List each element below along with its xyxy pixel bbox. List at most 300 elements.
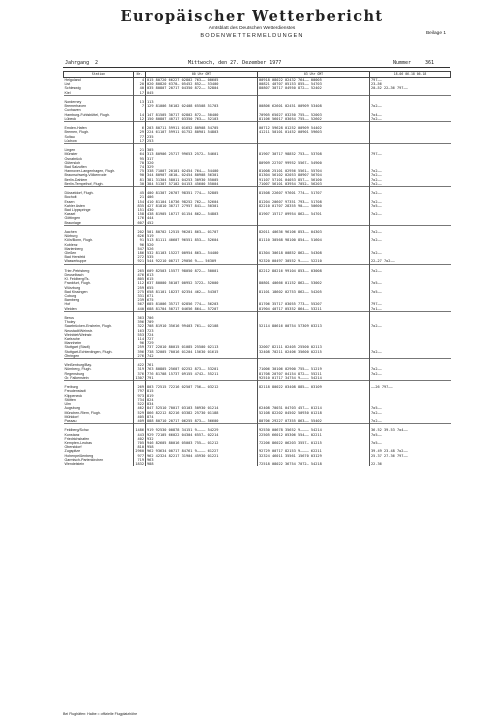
station-height: 13: [134, 100, 146, 104]
obs-03-gmt: 81106 56017 03054 755—— 52602: [258, 117, 370, 122]
obs-00-gmt: 946 82605 80016 05003 755—— 01212: [146, 441, 258, 445]
extremes: 7o2——: [371, 104, 382, 109]
station-name: Göttingen: [64, 216, 134, 220]
extremes: 7o2——: [371, 181, 382, 186]
station-height: 202: [134, 230, 146, 234]
station-height: 20: [134, 82, 146, 86]
obs-03-gmt: 52108 82202 04502 50930 01218: [258, 411, 370, 415]
station-name: Kl. Feldberg/Ts.: [64, 277, 134, 281]
station-name: Köln/Bonn, Flugh.: [64, 238, 134, 242]
obs-03-gmt: 81904 40717 05352 864—— 53211: [258, 307, 370, 312]
obs-00-gmt: 688 81704 50717 04656 864—— 57207: [146, 307, 258, 312]
station-height: 90: [134, 173, 146, 177]
obs-00-gmt: 129 81006 56102 02408 65508 51703: [146, 104, 258, 108]
station-name: Bad Salzuflen: [64, 165, 134, 169]
station-name: Bad Kissingen: [64, 290, 134, 294]
station-name: Hannover-Langenhagen, Flugh.: [64, 169, 134, 173]
station-height: 96: [134, 341, 146, 345]
station-height: 319: [134, 367, 146, 371]
obs-03-gmt: 81508 22607 97601 774—— 51707: [258, 191, 370, 195]
obs-03-gmt: 32324 46011 35561 15670 03129: [258, 454, 370, 458]
obs-00-gmt: 427 81810 30717 27957 841—— 50301: [146, 204, 258, 208]
obs-00-gmt: 742: [146, 354, 258, 359]
column-header-c2: 06-18: [405, 72, 415, 76]
extremes: 7o2——: [371, 367, 382, 372]
station-height: 977: [134, 454, 146, 458]
station-height: 95: [134, 157, 146, 161]
station-height: 21: [134, 195, 146, 199]
extremes: 7o5——: [371, 406, 382, 411]
station-height: 112: [134, 281, 146, 285]
obs-00-gmt: 501 80702 12515 96201 863—— 01707: [146, 230, 258, 234]
extremes: 7o2——: [371, 410, 382, 415]
station-height: 30: [134, 182, 146, 187]
obs-00-gmt: 709: [146, 320, 258, 324]
station-height: 96: [134, 243, 146, 247]
obs-00-gmt: 344 80907 4610— 02454 80908 56301: [146, 173, 258, 177]
extremes: 797——: [371, 78, 382, 82]
station-name: Coburg: [64, 294, 134, 298]
station-height: 259: [134, 345, 146, 349]
obs-00-gmt: 803 72515 72216 02507 756—— 03212: [146, 385, 258, 389]
station-name: Mannheim: [64, 341, 134, 345]
obs-00-gmt: 147 81505 30717 02802 872—— 50400: [146, 113, 258, 117]
station-height: 1832: [135, 461, 144, 466]
station-name: Berus: [64, 316, 134, 320]
obs-00-gmt: 815: [146, 389, 258, 393]
obs-00-gmt: 637 80000 50107 00952 3722— 52000: [146, 281, 258, 285]
station-name: Hamburg-Fuhlsbüttel, Flugh.: [64, 113, 134, 117]
station-name: Kassel: [64, 212, 134, 216]
station-name: Aachen: [64, 230, 134, 234]
station-name: Soltau: [64, 135, 134, 139]
obs-03-gmt: 71007 56101 03954 7052— 56203: [258, 182, 370, 187]
station-name: Freudenstadt: [64, 389, 134, 393]
station-name: Zugspitze: [64, 449, 134, 453]
obs-03-gmt: 81101 18602 02753 862—— 54205: [258, 290, 370, 294]
station-height: 522: [134, 402, 146, 406]
station-name: Lübeck: [64, 117, 134, 122]
obs-00-gmt: 962 93634 00717 84761 9———— 61227: [146, 449, 258, 453]
obs-00-gmt: 406: [146, 195, 258, 199]
extremes: 797——: [371, 152, 382, 157]
extremes: 7o2——: [371, 238, 382, 243]
station-height: 276: [134, 354, 146, 359]
station-name: Weinbiet/Weinstr.: [64, 333, 134, 337]
extremes: 7o5——: [371, 281, 382, 286]
extremes: 25-37 27-36 797——: [371, 453, 408, 458]
station-height: 269: [134, 385, 146, 389]
obs-00-gmt: 035 80807 20717 04350 872—— 52804: [146, 86, 258, 90]
station-height: 626: [134, 234, 146, 238]
obs-00-gmt: 874: [146, 415, 258, 419]
station-height: 70: [134, 161, 146, 165]
column-header-obs1: 00 Uhr GMT: [146, 72, 258, 78]
obs-00-gmt: 150 80807 40717 03350 763—— 52103: [146, 117, 258, 122]
station-height: 163: [134, 329, 146, 333]
station-height: 810: [134, 445, 146, 449]
station-name: Bad Hersfeld: [64, 255, 134, 259]
obs-03-gmt: 81304 56102 02053 80907 56704: [258, 173, 370, 177]
obs-00-gmt: 338 71007 20101 02454 764—— 54400: [146, 169, 258, 173]
station-height: 259: [134, 286, 146, 290]
column-header-station: Station: [64, 72, 134, 78]
page-subtitle: Amtsblatt des Deutschen Wetterdienstes: [208, 26, 296, 31]
obs-03-gmt: 81708 20707 04154 872—— 55211: [258, 372, 370, 376]
obs-03-gmt: 81204 20607 97351 793—— 51708: [258, 200, 370, 204]
station-height: 705: [134, 441, 146, 445]
station-height: 45: [134, 191, 146, 195]
extremes: 7o5——: [371, 203, 382, 208]
obs-03-gmt: 52114 80616 00754 57309 03213: [258, 324, 370, 328]
obs-03-gmt: 41211 50101 01452 00901 59603: [258, 130, 370, 134]
obs-00-gmt: 609 82503 15577 98050 872—— 50001: [146, 269, 258, 273]
extremes: 22—27 7o2——: [371, 259, 395, 264]
station-height: 734: [134, 398, 146, 402]
station-name: Weißenburg/Bay.: [64, 363, 134, 367]
extremes: 7o2——: [371, 177, 382, 182]
obs-00-gmt: 613: [146, 273, 258, 277]
station-name: Deuselbach: [64, 273, 134, 277]
station-height: 797: [134, 389, 146, 393]
station-height: 176: [134, 216, 146, 220]
station-name: Düsseldorf, Flugh.: [64, 191, 134, 195]
station-name: Tholey: [64, 320, 134, 324]
station-height: 396: [134, 320, 146, 324]
station-height: 405: [134, 415, 146, 419]
station-height: 973: [134, 394, 146, 398]
station-height: 75: [134, 169, 146, 173]
station-name: Gütersloh: [64, 161, 134, 165]
obs-00-gmt: 203 80711 59911 01652 80908 54705: [146, 126, 258, 130]
station-height: 1486: [135, 428, 144, 433]
obs-00-gmt: 320: [146, 161, 258, 165]
table-row: [64, 462, 451, 466]
obs-03-gmt: 32007 82111 02405 25500 02113: [258, 345, 370, 349]
station-height: 363: [134, 316, 146, 320]
station-height: 158: [134, 212, 146, 216]
station-height: 151: [134, 208, 146, 212]
obs-00-gmt: 727: [146, 337, 258, 341]
station-name: Berlin-Dahlem: [64, 178, 134, 182]
station-height: 74: [134, 165, 146, 169]
issue-info-bar: [63, 59, 450, 68]
obs-03-gmt: 22505 66012 05306 554—— 02211: [258, 433, 370, 437]
obs-00-gmt: 761: [146, 363, 258, 367]
obs-00-gmt: 305: [146, 148, 258, 152]
station-name: Nürnberg, Flugh.: [64, 367, 134, 371]
obs-00-gmt: 224 61107 59911 01752 80901 54803: [146, 130, 258, 134]
station-name: Gr. Falkenstein: [64, 376, 134, 381]
station-name: Augsburg: [64, 406, 134, 410]
obs-03-gmt: 72518 08022 36754 7072— 54218: [258, 462, 370, 466]
station-name: Kahler Asten: [64, 204, 134, 208]
extremes: 22-36: [371, 461, 382, 466]
obs-00-gmt: 675: [146, 298, 258, 302]
obs-00-gmt: 706: [146, 316, 258, 320]
obs-00-gmt: 329: [146, 165, 258, 169]
station-height: 14: [134, 113, 146, 117]
station-height: 805: [134, 277, 146, 281]
station-name: Mühldorf: [64, 415, 134, 419]
station-name: Hof: [64, 302, 134, 306]
station-name: Garmisch-Partenkirchen: [64, 458, 134, 462]
station-height: 265: [134, 269, 146, 273]
station-name: Münster: [64, 152, 134, 156]
obs-03-gmt: 82118 80022 03408 885—— 03109: [258, 385, 370, 389]
station-height: 553: [134, 333, 146, 337]
obs-03-gmt: 81110 30568 98100 854—— 51604: [258, 238, 370, 242]
supplement-label: Beilage 1: [425, 31, 446, 36]
obs-00-gmt: 535: [146, 255, 258, 259]
obs-03-gmt: 80706 29227 07355 863—— 55402: [258, 419, 370, 424]
obs-03-gmt: 00712 59628 01252 00909 54402: [258, 126, 370, 130]
station-height: 81: [134, 178, 146, 182]
station-name: Koblenz: [64, 243, 134, 247]
station-name: Bocholt: [64, 195, 134, 199]
station-name: Klippeneck: [64, 394, 134, 398]
station-name: Essen: [64, 200, 134, 204]
station-name: List: [64, 82, 134, 86]
station-name: Lingen: [64, 148, 134, 152]
obs-00-gmt: 410 81104 10736 98252 762—— 52604: [146, 200, 258, 204]
extremes: 7o2——: [371, 169, 382, 174]
obs-03-gmt: 81706 35717 03055 773—— 55207: [258, 302, 370, 306]
column-header-c3: 06-18: [416, 72, 427, 76]
obs-03-gmt: 72206 86022 06203 3557— 01215: [258, 441, 370, 445]
obs-00-gmt: 513 81111 40607 96551 853—— 52604: [146, 238, 258, 242]
page-title: Europäischer Wetterbericht: [120, 8, 384, 25]
obs-00-gmt: 438 81905 10717 01154 862—— 54803: [146, 212, 258, 216]
station-name: Saarbrücken-Ensheim, Flugh.: [64, 324, 134, 328]
station-height: 17: [134, 91, 146, 96]
station-height: 476: [134, 273, 146, 277]
extremes: ——26 797——: [371, 385, 393, 390]
extremes: 7o2——: [371, 199, 382, 204]
station-name: Stuttgart-Echterdingen, Flugh.: [64, 350, 134, 354]
station-height: 547: [134, 247, 146, 251]
station-height: 4: [134, 78, 146, 83]
obs-03-gmt: 81907 30717 98852 753—— 53708: [258, 152, 370, 156]
obs-03-gmt: 80807 30717 04950 872—— 52402: [258, 86, 370, 90]
station-height: 1307: [135, 375, 144, 380]
obs-00-gmt: 724: [146, 333, 258, 337]
extremes: 7o2——: [371, 212, 382, 217]
extremes: 797——: [371, 302, 382, 307]
obs-03-gmt: 71006 30106 02900 755—— 51219: [258, 367, 370, 371]
obs-00-gmt: 658 81101 18237 02354 462—— 54307: [146, 290, 258, 294]
station-name: Bremen, Flugh.: [64, 130, 134, 134]
extremes: 7o2——: [371, 230, 382, 235]
extremes: 39-49 23-48 7o2——: [371, 449, 408, 454]
station-name: Gießen: [64, 251, 134, 255]
obs-03-gmt: 81907 15717 09954 862—— 54701: [258, 212, 370, 216]
station-height: 835: [134, 204, 146, 208]
station-height: 462: [134, 406, 146, 410]
station-name: Passau: [64, 419, 134, 424]
obs-03-gmt: 82011 40636 96106 853—— 04303: [258, 230, 370, 234]
extremes: 7o2——: [371, 371, 382, 376]
column-header-nr: Nr.: [134, 72, 146, 78]
obs-00-gmt: 113: [146, 100, 258, 104]
obs-00-gmt: 615: [146, 277, 258, 281]
station-name: Cuxhaven: [64, 108, 134, 112]
obs-03-gmt: 81304 30618 00852 862—— 54308: [258, 251, 370, 255]
obs-00-gmt: 919 92530 00878 34151 9———— 54229: [146, 428, 258, 432]
table-body: [64, 78, 451, 467]
station-height: 91: [134, 238, 146, 242]
station-name: Regensburg: [64, 372, 134, 376]
obs-00-gmt: 723: [146, 329, 258, 333]
obs-00-gmt: 253: [146, 139, 258, 144]
station-name: Marienberg: [64, 247, 134, 251]
station-height: 440: [134, 307, 146, 312]
station-name: Nürburg: [64, 234, 134, 238]
station-height: 275: [134, 290, 146, 294]
column-header-obs2: 03 Uhr GMT: [258, 72, 370, 78]
station-name: Braunschweig-Völkenrode: [64, 173, 134, 177]
obs-00-gmt: 958: [146, 445, 258, 449]
weather-table: [63, 71, 451, 466]
obs-03-gmt: 00821 40707 05153 855—— 54703: [258, 82, 370, 86]
obs-00-gmt: 929 72105 66022 04304 6557— 02214: [146, 433, 258, 437]
obs-00-gmt: 400 81307 20707 98351 774—— 52805: [146, 191, 258, 195]
station-height: 12: [134, 117, 146, 122]
extremes: 7o2——: [371, 251, 382, 256]
obs-00-gmt: 020 80820 6370— 05452 852—— 53400: [146, 82, 258, 86]
obs-00-gmt: 313 80906 25717 99653 2572— 54601: [146, 152, 258, 156]
station-name: Trier-Petrisberg: [64, 269, 134, 273]
extremes: 7o2——: [371, 191, 382, 196]
extremes: 7o5——: [371, 289, 382, 294]
station-height: 6: [134, 126, 146, 130]
station-height: 40: [134, 86, 146, 90]
obs-03-gmt: 32408 70211 02406 35600 02215: [258, 350, 370, 354]
obs-03-gmt: 80909 22707 99952 5567— 54900: [258, 161, 370, 165]
station-name: Ulm: [64, 402, 134, 406]
station-height: 77: [134, 135, 146, 139]
station-name: Emden-Hafen: [64, 126, 134, 130]
station-height: 607: [134, 221, 146, 226]
station-height: 2960: [135, 449, 144, 454]
station-height: 64: [134, 152, 146, 156]
station-height: 719: [134, 458, 146, 462]
obs-00-gmt: 932: [146, 437, 258, 441]
volume-number: 2: [95, 60, 99, 66]
obs-03-gmt: 00806 62601 02451 00909 53408: [258, 104, 370, 108]
obs-00-gmt: 444: [146, 216, 258, 220]
station-name: Stötten: [64, 398, 134, 402]
volume-label: Jahrgang: [65, 60, 90, 66]
extremes: 7o2——: [371, 349, 382, 354]
obs-00-gmt: 847 52510 70017 03103 50930 01214: [146, 406, 258, 410]
extremes: 7o2——: [371, 173, 382, 178]
obs-00-gmt: 708 81910 35616 99403 761—— 02108: [146, 324, 258, 328]
station-name: Lüchow: [64, 139, 134, 144]
obs-00-gmt: 962 42324 82217 31904 45930 01221: [146, 454, 258, 458]
obs-00-gmt: 824: [146, 398, 258, 402]
section-title: BODENWETTERMELDUNGEN: [200, 33, 304, 39]
station-height: 443: [134, 433, 146, 437]
station-name: Wendelstein: [64, 462, 134, 466]
obs-03-gmt: 92510 01717 34754 9———— 54214: [258, 376, 370, 381]
obs-00-gmt: 655: [146, 286, 258, 290]
station-name: Osnabrück: [64, 157, 134, 161]
station-height: 272: [134, 255, 146, 259]
obs-00-gmt: 763 80805 25607 02252 873—— 53201: [146, 367, 258, 371]
station-height: 29: [134, 130, 146, 134]
obs-03-gmt: 70905 65027 03250 755—— 52003: [258, 113, 370, 117]
obs-00-gmt: 544 92210 00717 29056 9——— 56309: [146, 259, 258, 264]
station-name: Braunlage: [64, 221, 134, 226]
obs-00-gmt: 384 51307 57102 04153 45600 55004: [146, 182, 258, 187]
obs-03-gmt: 92729 00717 82153 9———— 62211: [258, 449, 370, 453]
station-height: 322: [134, 324, 146, 328]
obs-00-gmt: 729: [146, 341, 258, 345]
obs-00-gmt: 737 22010 80015 01085 25500 02113: [146, 345, 258, 349]
footer-note: Bei Flughäfen: Halbe = offizielle Flugplatzhöhe: [63, 712, 138, 716]
obs-03-gmt: 80801 40666 01152 862—— 53002: [258, 281, 370, 285]
station-name: Bad Lippspringe: [64, 208, 134, 212]
station-name: Feldberg/Schw.: [64, 428, 134, 432]
obs-00-gmt: 045: [146, 91, 258, 96]
extremes: 20—52 22—36 797——: [371, 86, 408, 91]
obs-00-gmt: 381 31304 58011 04253 30930 55005: [146, 178, 258, 182]
obs-00-gmt: 685 81006 35717 02856 774—— 56203: [146, 302, 258, 306]
obs-00-gmt: 988: [146, 462, 258, 466]
issue-date: Mittwoch, den 27. Dezember 1977: [188, 60, 282, 66]
obs-00-gmt: 526: [146, 247, 258, 251]
station-name: Weiden: [64, 307, 134, 312]
station-height: 239: [134, 298, 146, 302]
obs-00-gmt: 519: [146, 234, 258, 238]
obs-03-gmt: 82210 01707 28355 90——— 50600: [258, 204, 370, 208]
station-height: 376: [134, 372, 146, 376]
station-height: 21: [134, 148, 146, 152]
station-name: Wasserkuppe: [64, 259, 134, 264]
extremes: 23—56: [371, 82, 382, 87]
obs-03-gmt: 81008 25101 02956 5561— 55704: [258, 169, 370, 173]
obs-00-gmt: 791: [146, 376, 258, 381]
station-height: 409: [134, 419, 146, 424]
station-name: Freiburg: [64, 385, 134, 389]
obs-03-gmt: 92530 00678 35652 9———— 54214: [258, 428, 370, 432]
station-height: 154: [134, 200, 146, 204]
station-name: Oberstdorf: [64, 445, 134, 449]
obs-00-gmt: 834: [146, 402, 258, 406]
station-name: Hohenpeißenberg: [64, 454, 134, 458]
issue-number: 361: [425, 60, 435, 66]
station-name: Schleswig: [64, 86, 134, 90]
obs-00-gmt: 866 82212 82216 03382 25730 01188: [146, 411, 258, 415]
obs-00-gmt: 452: [146, 221, 258, 226]
station-height: 186: [134, 251, 146, 255]
station-name: Friedrichshafen: [64, 437, 134, 441]
obs-00-gmt: 819: [146, 394, 258, 398]
obs-00-gmt: 430: [146, 208, 258, 212]
obs-03-gmt: 00918 08022 02432 764—— 00005: [258, 78, 370, 83]
station-height: 921: [134, 259, 146, 264]
station-name: Frankfurt, Flugh.: [64, 281, 134, 285]
station-name: Stuttgart (Stadt): [64, 345, 134, 349]
station-height: 114: [134, 337, 146, 341]
extremes: 7o2——: [371, 116, 382, 121]
station-height: 422: [134, 363, 146, 367]
station-name: Karlsruhe: [64, 337, 134, 341]
station-name: Öhringen: [64, 354, 134, 359]
station-height: 396: [134, 350, 146, 354]
station-name: Konstanz: [64, 433, 134, 437]
